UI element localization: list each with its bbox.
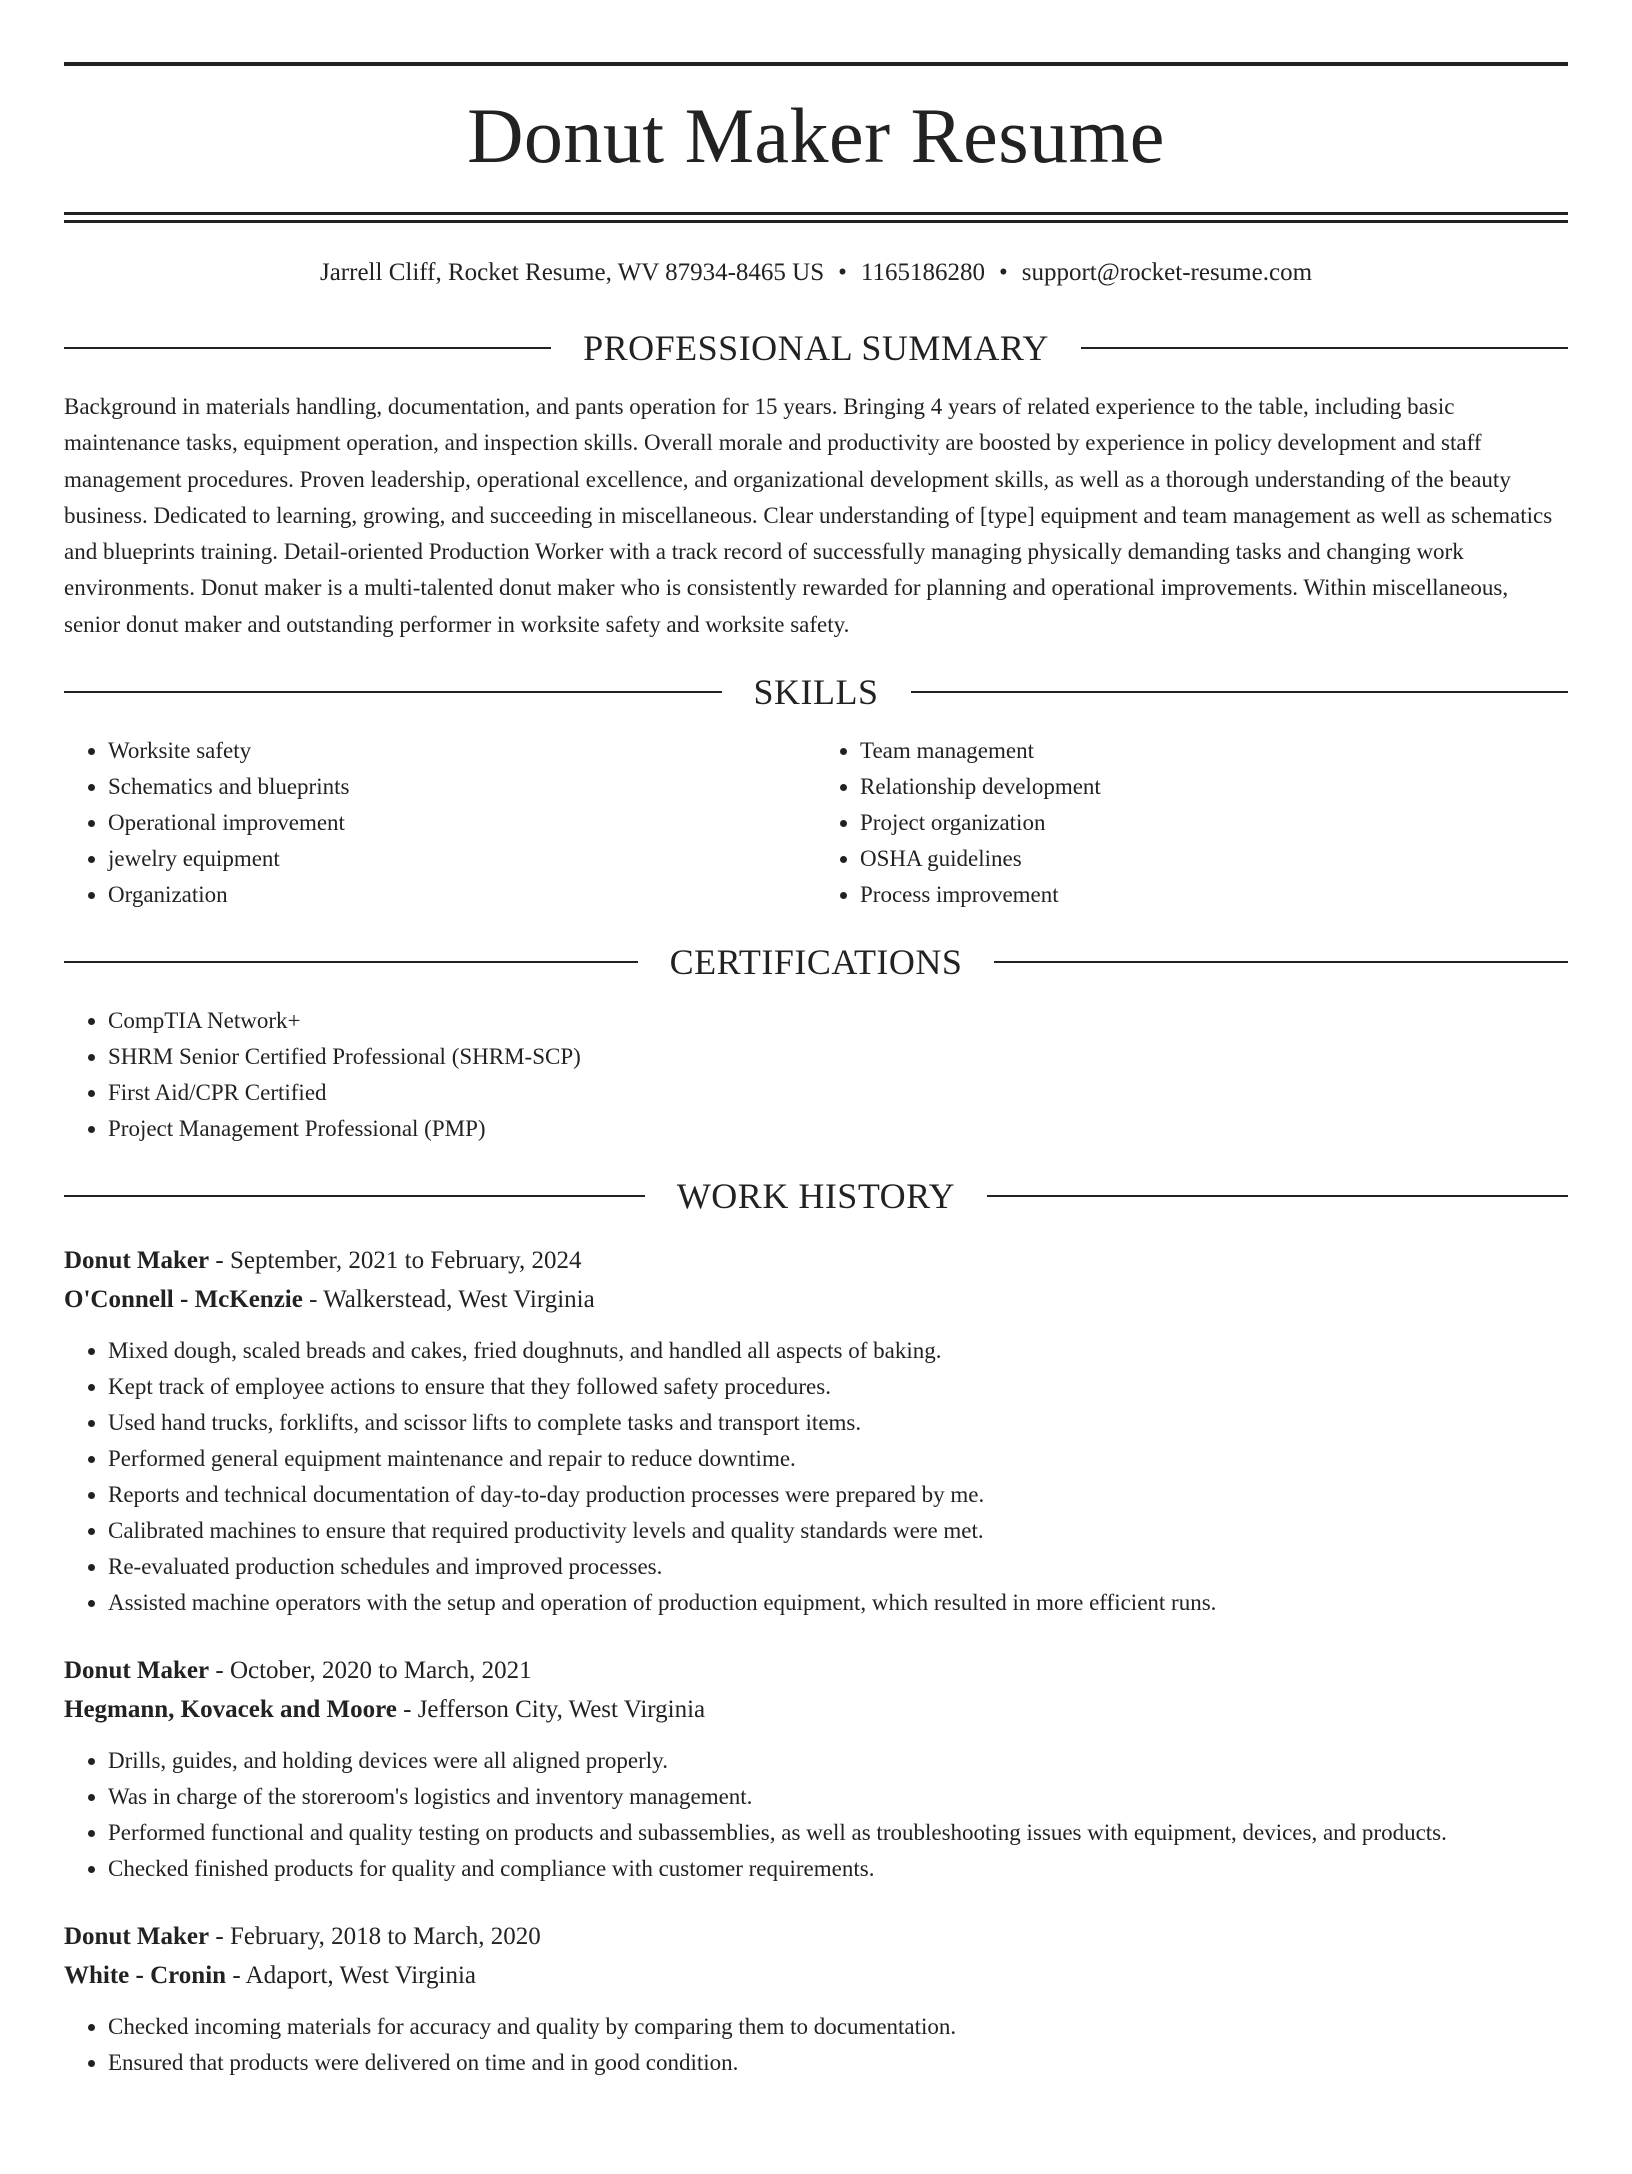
skill-item: • Worksite safety [108,733,816,769]
contact-phone: 1165186280 [860,259,985,286]
job-company-line [64,1280,1568,1319]
job-duty: • Performed functional and quality testing on products and subassemblies, as well as troubleshooting issues with equipment, devices, and products. [108,1815,1568,1851]
heading-rule-left [64,347,551,349]
job-duty: • Drills, guides, and holding devices were all aligned properly. [108,1743,1568,1779]
job-duty: • Checked incoming materials for accuracy and quality by comparing them to documentation. [108,2009,1568,2045]
skill-item: • OSHA guidelines [860,841,1568,877]
summary-text: Background in materials handling, documentation, and pants operation for 15 years. Bringing 4 years of related experience to the table, including basic maintenance tasks, equipment operation, and inspection skills. Overall morale and productivity are boosted by experience in policy development and staff management procedures. Proven leadership, operational excellence, and organizational development skills, as well as a thorough understanding of the beauty business. Dedicated to learning, growing, and succeeding in miscellaneous. Clear understanding of [type] equipment and team management as well as schematics and blueprints training. Detail-oriented Production Worker with a track record of successfully managing physically demanding tasks and changing work environments. Donut maker is a multi-talented donut maker who is consistently rewarded for planning and operational improvements. Within miscellaneous, senior donut maker and outstanding performer in worksite safety and worksite safety. [64,394,1553,637]
job-title-line [64,1241,1568,1280]
job-title-line [64,1651,1568,1690]
job-entry [64,1651,1568,1887]
certification-item: • First Aid/CPR Certified [108,1075,1568,1111]
skill-item: • Organization [108,877,816,913]
certifications-heading [64,937,1568,987]
skills-heading-label: SKILLS [753,672,879,713]
heading-rule-right [994,961,1568,963]
job-title: Donut Maker [64,1923,210,1951]
heading-rule-right [1081,347,1568,349]
skill-item: • Schematics and blueprints [108,769,816,805]
contact-email: support@rocket-resume.com [1021,259,1313,286]
job-dates: - February, 2018 to March, 2020 [209,1923,541,1951]
heading-rule-right [987,1195,1568,1197]
skills-list-right [816,733,1568,913]
job-location: - Adaport, West Virginia [226,1962,477,1990]
page-title: Donut Maker Resume [467,92,1165,179]
job-duty: • Was in charge of the storeroom's logistics and inventory management. [108,1779,1568,1815]
job-company-line [64,1690,1568,1729]
resume-page [0,62,1632,2174]
summary-heading [64,323,1568,373]
job-dates: - September, 2021 to February, 2024 [209,1247,582,1275]
skill-item: • Operational improvement [108,805,816,841]
skills-columns [64,733,1568,913]
job-duties-list [64,1743,1568,1887]
job-duty: • Ensured that products were delivered on time and in good condition. [108,2045,1568,2081]
job-duty: • Performed general equipment maintenance and repair to reduce downtime. [108,1441,1568,1477]
job-duty: • Assisted machine operators with the setup and operation of production equipment, which resulted in more efficient runs. [108,1585,1568,1621]
skills-list-left [64,733,816,913]
skill-item: • Process improvement [860,877,1568,913]
job-company: White - Cronin [64,1962,227,1990]
job-company: O'Connell - McKenzie [64,1286,303,1314]
certification-item: • SHRM Senior Certified Professional (SHRM-SCP) [108,1039,1568,1075]
certification-item: • Project Management Professional (PMP) [108,1111,1568,1147]
skill-item: • Project organization [860,805,1568,841]
skill-item: • Team management [860,733,1568,769]
summary-heading-label: PROFESSIONAL SUMMARY [583,328,1049,368]
job-duty: • Checked finished products for quality and compliance with customer requirements. [108,1851,1568,1887]
skill-item: • Relationship development [860,769,1568,805]
job-duty: • Re-evaluated production schedules and improved processes. [108,1549,1568,1585]
job-title: Donut Maker [64,1247,210,1275]
contact-line [64,257,1568,289]
heading-rule-left [64,961,638,963]
job-dates: - October, 2020 to March, 2021 [209,1657,532,1685]
work-history-heading-label: WORK HISTORY [676,1176,956,1217]
job-entry [64,1917,1568,2081]
certifications-heading-label: CERTIFICATIONS [669,942,963,983]
job-duty: • Reports and technical documentation of day-to-day production processes were prepared by me. [108,1477,1568,1513]
contact-separator: • [998,259,1008,286]
contact-separator: • [838,259,847,286]
job-title: Donut Maker [64,1657,210,1685]
job-company-line [64,1956,1568,1995]
job-duties-list [64,2009,1568,2081]
job-duties-list [64,1333,1568,1621]
job-duty: • Mixed dough, scaled breads and cakes, fried doughnuts, and handled all aspects of baking. [108,1333,1568,1369]
title-double-rule [64,212,1568,223]
job-duty: • Kept track of employee actions to ensure that they followed safety procedures. [108,1369,1568,1405]
job-title-line [64,1917,1568,1956]
certification-item: • CompTIA Network+ [108,1003,1568,1039]
job-duty: • Calibrated machines to ensure that required productivity levels and quality standards were met. [108,1513,1568,1549]
contact-address: Jarrell Cliff, Rocket Resume, WV 87934-8465 US [319,259,825,286]
heading-rule-left [64,1195,645,1197]
work-history-heading [64,1171,1568,1221]
job-location: - Walkerstead, West Virginia [302,1286,595,1314]
job-duty: • Used hand trucks, forklifts, and scissor lifts to complete tasks and transport items. [108,1405,1568,1441]
certifications-list [64,1003,1568,1147]
skills-heading [64,667,1568,717]
heading-rule-left [64,691,722,693]
top-rule [64,62,1568,66]
job-location: - Jefferson City, West Virginia [396,1696,706,1724]
job-company: Hegmann, Kovacek and Moore [64,1696,397,1724]
job-entry [64,1241,1568,1621]
heading-rule-right [911,691,1569,693]
skill-item: • jewelry equipment [108,841,816,877]
